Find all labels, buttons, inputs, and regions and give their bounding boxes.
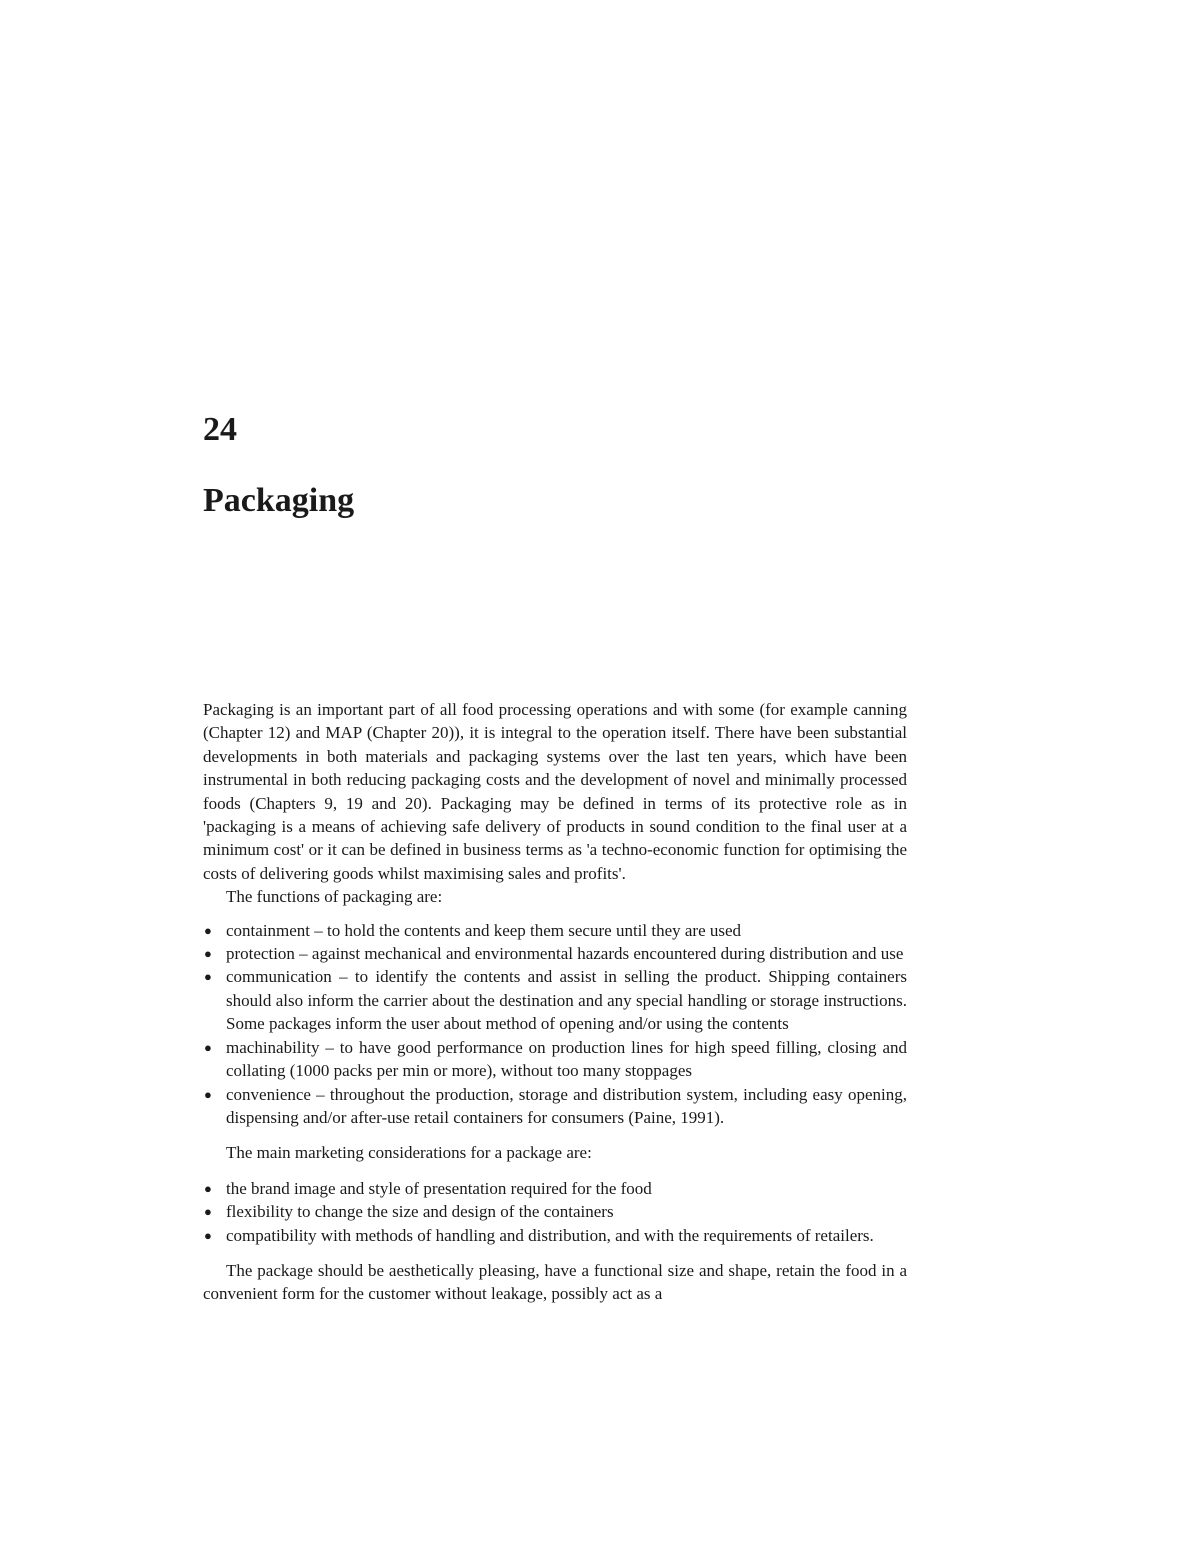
bullet-icon: ●	[204, 1180, 212, 1196]
bullet-icon: ●	[204, 922, 212, 938]
list-item-text: convenience – throughout the production, storage and distribution system, including easy opening, dispensing and/or after-use retail containers for consumers (Paine, 1991).	[226, 1084, 907, 1127]
functions-intro: The functions of packaging are:	[226, 887, 443, 907]
document-page	[203, 0, 907, 1553]
list-item-text: compatibility with methods of handling and distribution, and with the requirements of retailers.	[226, 1225, 874, 1245]
bullet-icon: ●	[204, 1039, 212, 1055]
list-item-text: communication – to identify the contents and assist in selling the product. Shipping containers should also inform the carrier about the destination and any special handling or storage instructions. Some packages inform the user about method of opening and/or using the contents	[226, 967, 907, 1034]
chapter-body	[203, 698, 907, 1306]
list-item	[203, 1224, 907, 1247]
chapter-title: Packaging	[203, 482, 355, 519]
list-item	[203, 919, 907, 942]
list-item	[203, 1083, 907, 1130]
intro-paragraph: Packaging is an important part of all food processing operations and with some (for example canning (Chapter 12) and MAP (Chapter 20)), it is integral to the operation itself. There have been substantial developments in both materials and packaging systems over the last ten years, which have been instrumental in both reducing packaging costs and the development of novel and minimally processed foods (Chapters 9, 19 and 20). Packaging may be defined in terms of its protective role as in 'packaging is a means of achieving safe delivery of products in sound condition to the final user at a minimum cost' or it can be defined in business terms as 'a techno-economic function for optimising the costs of delivering goods whilst maximising sales and profits'.	[203, 700, 907, 883]
bullet-icon: ●	[204, 1227, 212, 1243]
bullet-icon: ●	[204, 1204, 212, 1220]
bullet-icon: ●	[204, 969, 212, 985]
functions-list	[203, 919, 907, 1130]
list-item	[203, 965, 907, 1035]
marketing-list	[203, 1177, 907, 1247]
list-item-text: the brand image and style of presentation required for the food	[226, 1178, 652, 1198]
list-item-text: protection – against mechanical and environmental hazards encountered during distribution and use	[226, 944, 904, 964]
list-item	[203, 1177, 907, 1200]
list-item	[203, 1036, 907, 1083]
spacer	[203, 909, 907, 919]
list-item	[203, 1200, 907, 1223]
list-item-text: machinability – to have good performance on production lines for high speed filling, closing and collating (1000 packs per min or more), without too many stoppages	[226, 1037, 907, 1081]
list-item-text: flexibility to change the size and design of the containers	[226, 1202, 614, 1222]
spacer	[203, 1129, 907, 1141]
bullet-icon: ●	[204, 1086, 212, 1102]
spacer	[203, 1165, 907, 1177]
closing-paragraph: The package should be aesthetically pleasing, have a functional size and shape, retain the food in a convenient form for the customer without leakage, possibly act as a	[203, 1260, 907, 1304]
list-item-text: containment – to hold the contents and keep them secure until they are used	[226, 920, 742, 940]
marketing-intro: The main marketing considerations for a package are:	[226, 1143, 592, 1163]
spacer	[203, 1247, 907, 1259]
chapter-number: 24	[203, 411, 237, 448]
bullet-icon: ●	[204, 946, 212, 962]
list-item	[203, 942, 907, 965]
